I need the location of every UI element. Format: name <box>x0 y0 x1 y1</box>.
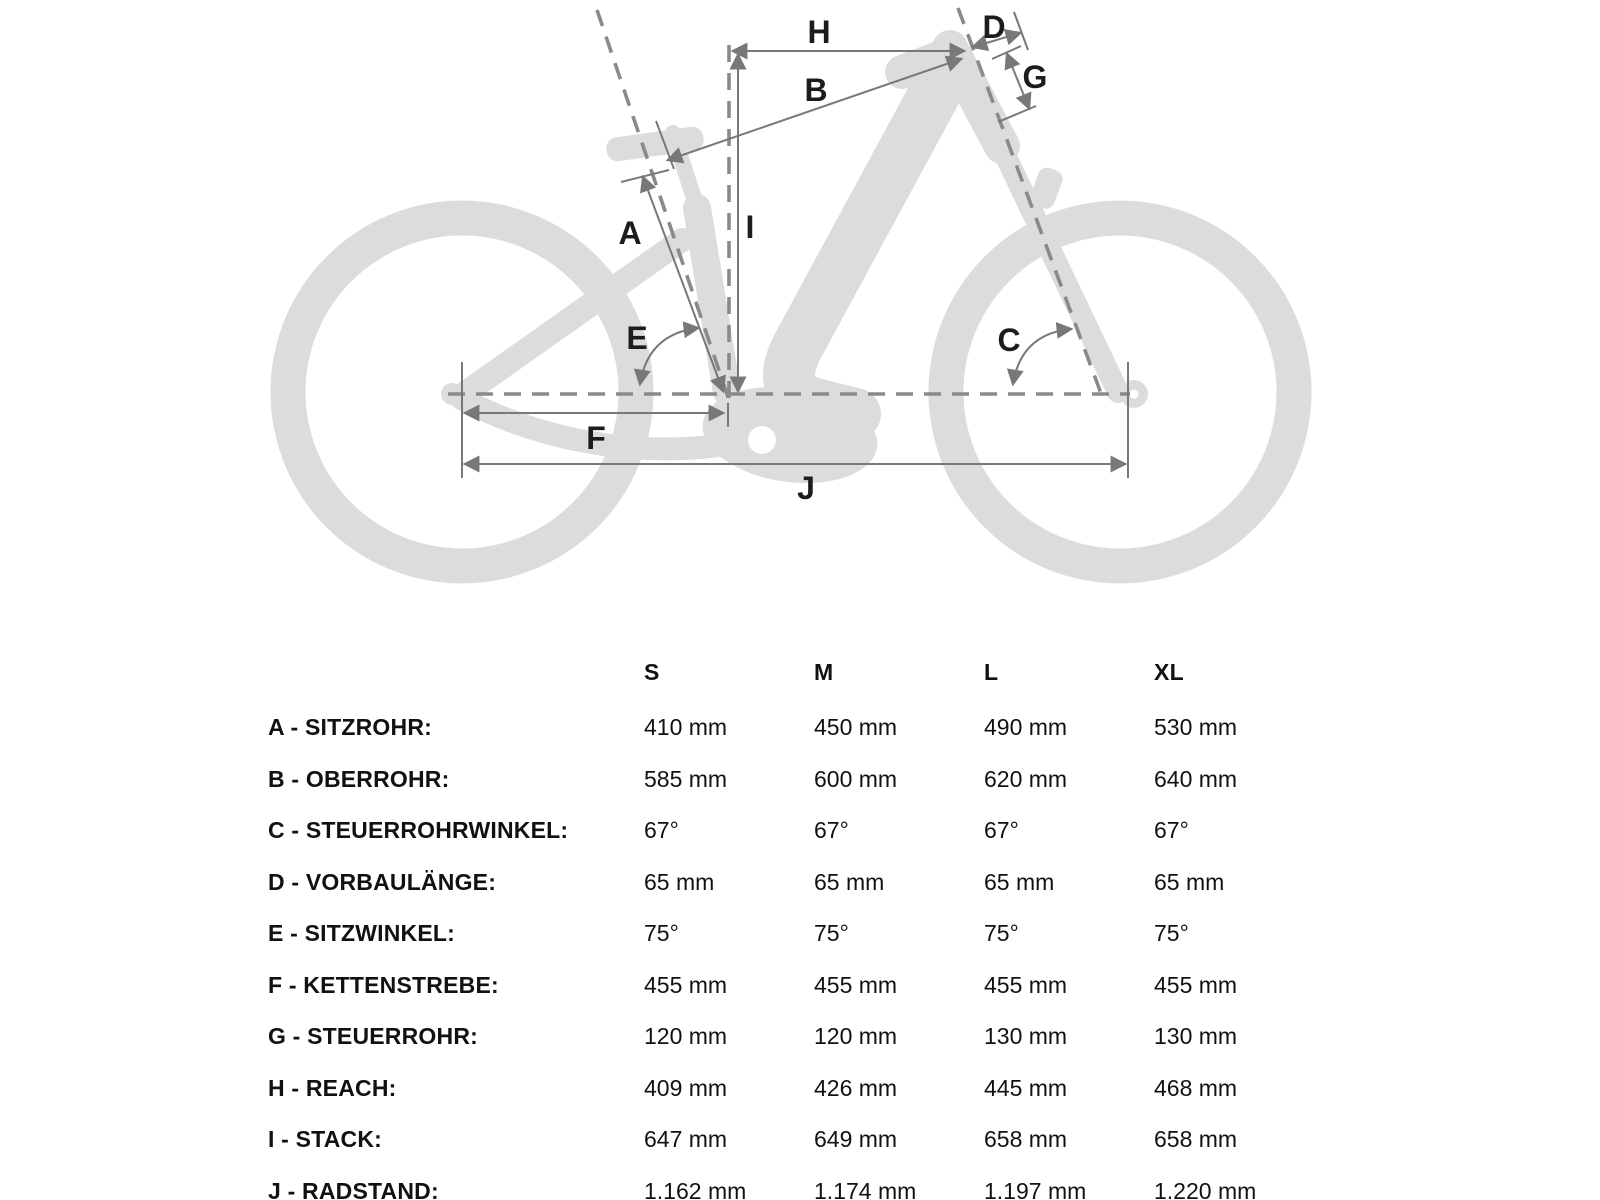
row-value-m: 649 mm <box>814 1126 898 1152</box>
row-label: G - STEUERROHR: <box>268 1023 478 1049</box>
row-label: C - STEUERROHRWINKEL: <box>268 817 569 843</box>
row-label: I - STACK: <box>268 1126 383 1152</box>
label-J: J <box>797 470 815 506</box>
row-value-l: 75° <box>984 920 1019 946</box>
row-value-s: 75° <box>644 920 679 946</box>
row-value-m: 600 mm <box>814 766 898 792</box>
row-value-m: 75° <box>814 920 849 946</box>
row-value-s: 409 mm <box>644 1075 728 1101</box>
row-value-xl: 1.220 mm <box>1154 1178 1257 1200</box>
label-G: G <box>1022 59 1048 95</box>
size-header-l: L <box>984 659 999 685</box>
row-value-l: 65 mm <box>984 869 1055 895</box>
row-value-s: 585 mm <box>644 766 728 792</box>
row-value-s: 1.162 mm <box>644 1178 747 1200</box>
size-header-s: S <box>644 659 660 685</box>
row-value-s: 67° <box>644 817 679 843</box>
row-label: E - SITZWINKEL: <box>268 920 455 946</box>
row-value-l: 455 mm <box>984 972 1068 998</box>
row-value-s: 455 mm <box>644 972 728 998</box>
row-value-m: 65 mm <box>814 869 885 895</box>
label-D: D <box>982 9 1006 45</box>
row-value-s: 65 mm <box>644 869 715 895</box>
row-value-xl: 455 mm <box>1154 972 1238 998</box>
row-value-s: 647 mm <box>644 1126 728 1152</box>
row-label: B - OBERROHR: <box>268 766 450 792</box>
row-value-m: 455 mm <box>814 972 898 998</box>
label-F: F <box>586 420 606 456</box>
row-value-l: 67° <box>984 817 1019 843</box>
row-value-xl: 658 mm <box>1154 1126 1238 1152</box>
table-header-row <box>0 658 1600 686</box>
row-value-l: 1.197 mm <box>984 1178 1087 1200</box>
table-row <box>0 1177 1600 1200</box>
row-value-m: 450 mm <box>814 714 898 740</box>
label-B: B <box>804 72 828 108</box>
table-row <box>0 971 1600 999</box>
row-value-xl: 468 mm <box>1154 1075 1238 1101</box>
table-row <box>0 713 1600 741</box>
size-header-m: M <box>814 659 834 685</box>
row-label: D - VORBAULÄNGE: <box>268 869 497 895</box>
row-value-l: 658 mm <box>984 1126 1068 1152</box>
table-row <box>0 816 1600 844</box>
label-C: C <box>997 322 1021 358</box>
table-row <box>0 1022 1600 1050</box>
row-label: A - SITZROHR: <box>268 714 433 740</box>
row-value-l: 445 mm <box>984 1075 1068 1101</box>
row-value-s: 410 mm <box>644 714 728 740</box>
row-value-l: 620 mm <box>984 766 1068 792</box>
row-value-xl: 65 mm <box>1154 869 1225 895</box>
row-value-xl: 67° <box>1154 817 1189 843</box>
row-value-xl: 640 mm <box>1154 766 1238 792</box>
row-value-m: 426 mm <box>814 1075 898 1101</box>
row-label: F - KETTENSTREBE: <box>268 972 499 998</box>
row-label: J - RADSTAND: <box>268 1178 439 1200</box>
table-row <box>0 1125 1600 1153</box>
row-value-xl: 130 mm <box>1154 1023 1238 1049</box>
row-value-l: 130 mm <box>984 1023 1068 1049</box>
table-row <box>0 868 1600 896</box>
row-value-xl: 75° <box>1154 920 1189 946</box>
row-value-m: 120 mm <box>814 1023 898 1049</box>
row-label: H - REACH: <box>268 1075 397 1101</box>
table-row <box>0 1074 1600 1102</box>
label-A: A <box>618 215 642 251</box>
table-row <box>0 765 1600 793</box>
size-header-xl: XL <box>1154 659 1184 685</box>
label-I: I <box>745 209 755 245</box>
row-value-xl: 530 mm <box>1154 714 1238 740</box>
row-value-s: 120 mm <box>644 1023 728 1049</box>
label-H: H <box>807 14 831 50</box>
row-value-m: 67° <box>814 817 849 843</box>
row-value-l: 490 mm <box>984 714 1068 740</box>
row-value-m: 1.174 mm <box>814 1178 917 1200</box>
table-row <box>0 919 1600 947</box>
label-E: E <box>626 320 648 356</box>
